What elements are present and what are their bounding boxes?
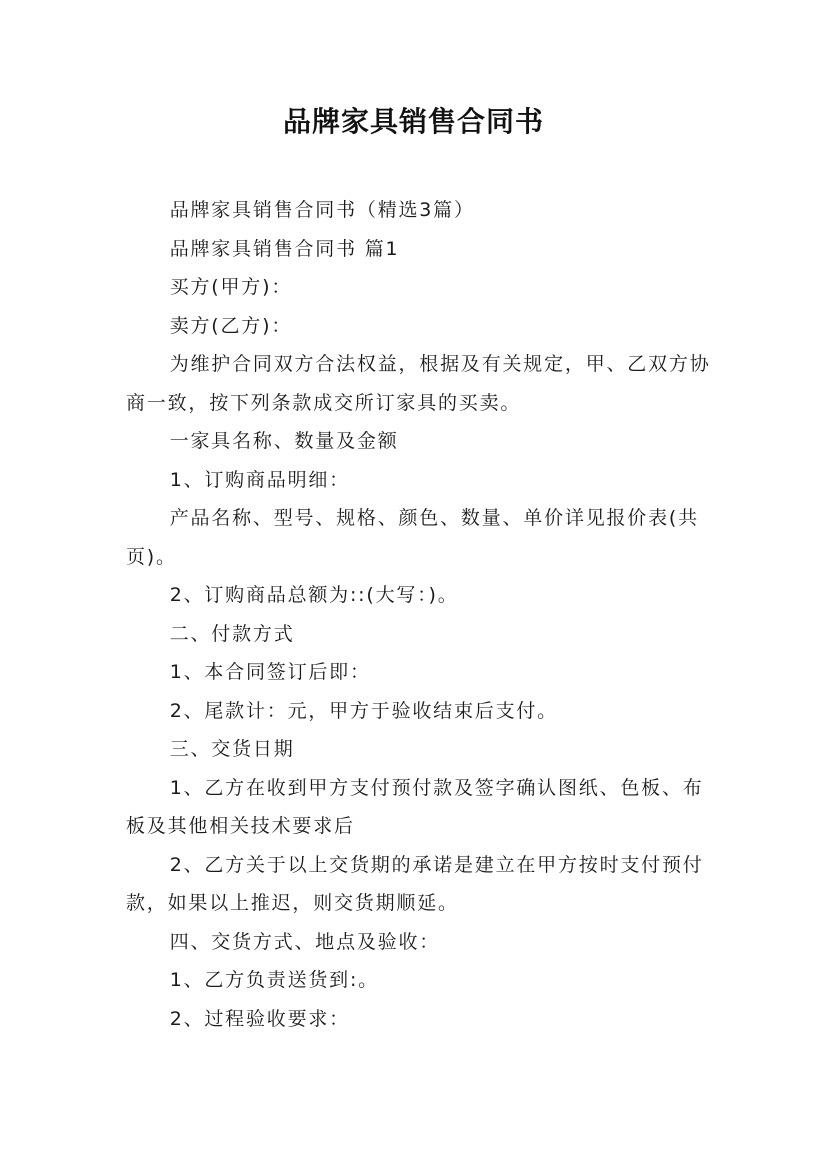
document-title: 品牌家具销售合同书	[282, 105, 544, 138]
paragraph-clause-1-item-2: 2、订购商品总额为::(大写：)。	[169, 584, 459, 606]
paragraph-buyer: 买方(甲方)：	[169, 276, 293, 298]
paragraph-clause-1-heading: 一家具名称、数量及金额	[169, 430, 399, 452]
paragraph-clause-4-heading: 四、交货方式、地点及验收：	[169, 930, 441, 953]
paragraph-clause-4-item-1: 1、乙方负责送货到:。	[169, 969, 379, 991]
paragraph-clause-3-heading: 三、交货日期	[169, 738, 295, 760]
paragraph-clause-1-item-1: 1、订购商品明细：	[169, 468, 350, 491]
paragraph-clause-3-item-1: 1、乙方在收到甲方支付预付款及签字确认图纸、色板、布板及其他相关技术要求后	[126, 776, 704, 837]
paragraph-product-details: 产品名称、型号、规格、颜色、数量、单价详见报价表(共页)。	[126, 507, 699, 568]
paragraph-section-heading: 品牌家具销售合同书 篇1	[169, 237, 400, 260]
paragraph-clause-2-item-2: 2、尾款计：元，甲方于验收结束后支付。	[169, 699, 558, 722]
paragraph-subtitle: 品牌家具销售合同书（精选3篇）	[169, 199, 475, 221]
paragraph-clause-3-item-2: 2、乙方关于以上交货期的承诺是建立在甲方按时支付预付款，如果以上推迟，则交货期顺延。	[126, 853, 704, 914]
document-body	[126, 191, 716, 1038]
paragraph-clause-4-item-2: 2、过程验收要求：	[169, 1007, 350, 1030]
paragraph-preamble: 为维护合同双方合法权益，根据及有关规定，甲、乙双方协商一致，按下列条款成交所订家具的买卖。	[126, 353, 711, 414]
paragraph-clause-2-item-1: 1、本合同签订后即：	[169, 661, 371, 683]
paragraph-seller: 卖方(乙方)：	[169, 314, 293, 337]
paragraph-clause-2-heading: 二、付款方式	[169, 622, 295, 645]
